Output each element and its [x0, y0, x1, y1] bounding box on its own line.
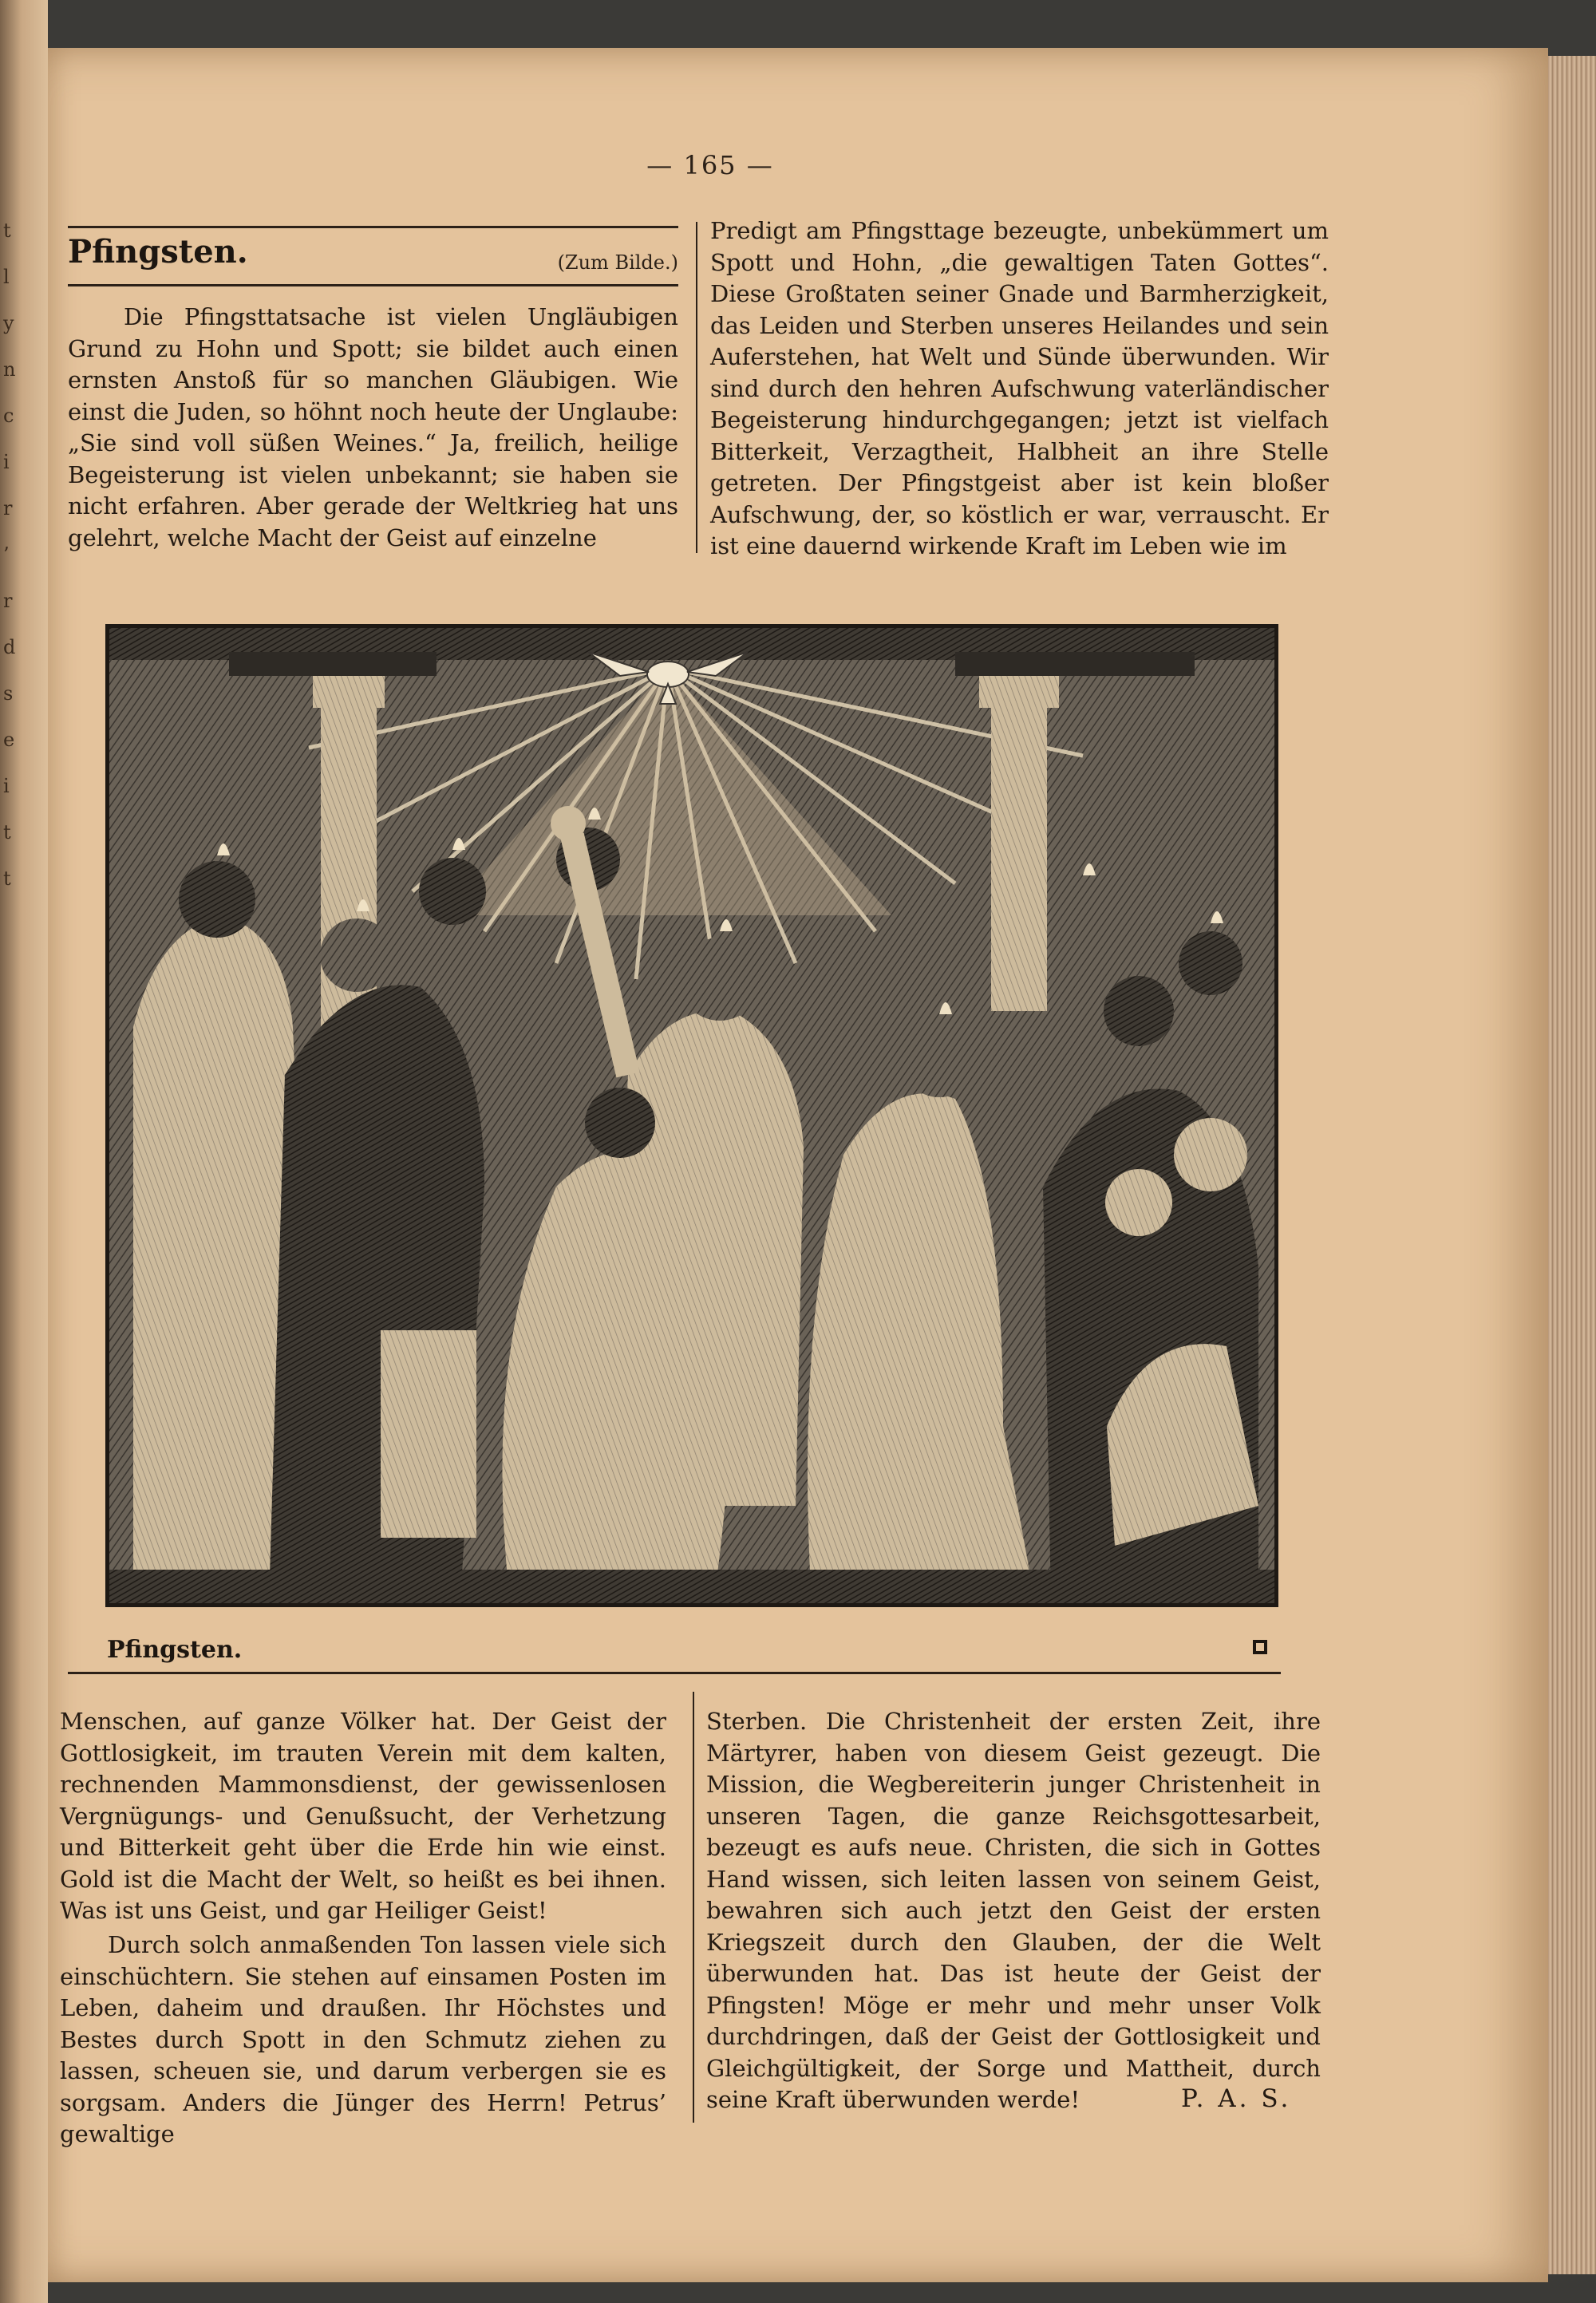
- margin-letter: i: [3, 451, 10, 473]
- top-left-paragraph: Die Pfingsttatsache ist vielen Ungläubigen Grund zu Hohn und Spott; sie bildet auch einen ernsten Anstoß für so manchen Gläubigen. Wie einst die Juden, so höhnt noch heute der Unglaube: „Sie sind voll süßen Weines.“ Ja, freilich, heilige Begeisterung ist vielen unbekannt; sie haben sie nicht erfahren. Aber gerade der Weltkrieg hat uns gelehrt, welche Macht der Geist auf einzelne: [68, 303, 678, 551]
- author-signature: P. A. S.: [1181, 2084, 1292, 2113]
- caption-square-marker: [1253, 1640, 1267, 1654]
- top-right-paragraph: Predigt am Pfingsttage bezeugte, unbekümmert um Spott und Hohn, „die gewaltigen Taten Gottes“. Diese Großtaten seiner Gnade und Barmherzigkeit, das Leiden und Sterben unseres Heilandes und sein Auferstehen, hat Welt und Sünde überwunden. Wir sind durch den hehren Aufschwung vaterländischer Begeisterung hindurchgegangen; jetzt ist vielfach Bitterkeit, Verzagtheit, Halbheit an ihre Stelle getreten. Der Pfingstgeist aber ist kein bloßer Aufschwung, der, so köstlich er war, verrauscht. Er ist eine dauernd wirkende Kraft im Leben wie im: [710, 217, 1329, 559]
- margin-letter: t: [3, 821, 11, 843]
- bottom-left-paragraph-1: Menschen, auf ganze Völker hat. Der Geist der Gottlosigkeit, im trauten Verein mit dem kalten, rechnenden Mammonsdienst, der gewissenlosen Vergnügungs- und Genußsucht, der Verhetzung und Bitterkeit geht über die Erde hin wie einst. Gold ist die Macht der Welt, so heißt es bei ihnen. Was ist uns Geist, und gar Heiliger Geist!: [60, 1708, 666, 1924]
- margin-letter: r: [3, 590, 13, 612]
- article-title: Pfingsten.: [68, 233, 248, 271]
- illustration-caption: Pfingsten.: [107, 1636, 243, 1664]
- margin-letter: y: [3, 312, 14, 334]
- margin-letter: t: [3, 219, 11, 242]
- title-top-rule: [68, 226, 678, 228]
- margin-letter: d: [3, 636, 16, 658]
- article-subtitle: (Zum Bilde.): [557, 251, 678, 274]
- margin-letter: t: [3, 867, 11, 890]
- title-bottom-rule: [68, 284, 678, 286]
- previous-page-margin-letters: [3, 207, 19, 902]
- top-column-divider: [696, 222, 697, 553]
- pentecost-engraving-icon: [109, 628, 1274, 1603]
- page-edges: [1548, 56, 1596, 2274]
- margin-letter: e: [3, 729, 15, 751]
- margin-letter: c: [3, 405, 14, 427]
- pentecost-illustration: [105, 624, 1278, 1607]
- bottom-left-paragraph-2: Durch solch anmaßenden Ton lassen viele sich einschüchtern. Sie stehen auf einsamen Posten im Leben, daheim und draußen. Ihr Höchstes und Bestes durch Spott in den Schmutz ziehen zu lassen, scheuen sie, und darum verbergen sie es sorgsam. Anders die Jünger des Herrn! Petrus’ gewaltige: [60, 1931, 666, 2147]
- margin-letter: s: [3, 682, 14, 705]
- margin-letter: i: [3, 775, 10, 797]
- caption-rule: [68, 1672, 1281, 1674]
- margin-letter: ’: [3, 543, 10, 566]
- margin-letter: r: [3, 497, 13, 519]
- bottom-right-paragraph: Sterben. Die Christenheit der ersten Zeit, ihre Märtyrer, haben von diesem Geist gezeugt. Die Mission, die Wegbereiterin junger Christenheit in unseren Tagen, die ganze Reichsgottesarbeit, bezeugt es aufs neue. Christen, die sich in Gottes Hand wissen, sich leiten lassen von seinem Geist, bewahren sich auch jetzt den Geist der ersten Kriegszeit durch den Glauben, der die Welt überwunden hat. Das ist heute der Geist der Pfingsten! Möge er mehr und mehr unser Volk durchdringen, daß der Geist der Gottlosigkeit und Gleichgültigkeit, der Sorge und Mattheit, durch seine Kraft überwunden werde!: [706, 1708, 1321, 2113]
- bottom-column-divider: [693, 1692, 694, 2123]
- margin-letter: n: [3, 358, 16, 381]
- margin-letter: l: [3, 266, 10, 288]
- page-number: — 165 —: [646, 150, 774, 180]
